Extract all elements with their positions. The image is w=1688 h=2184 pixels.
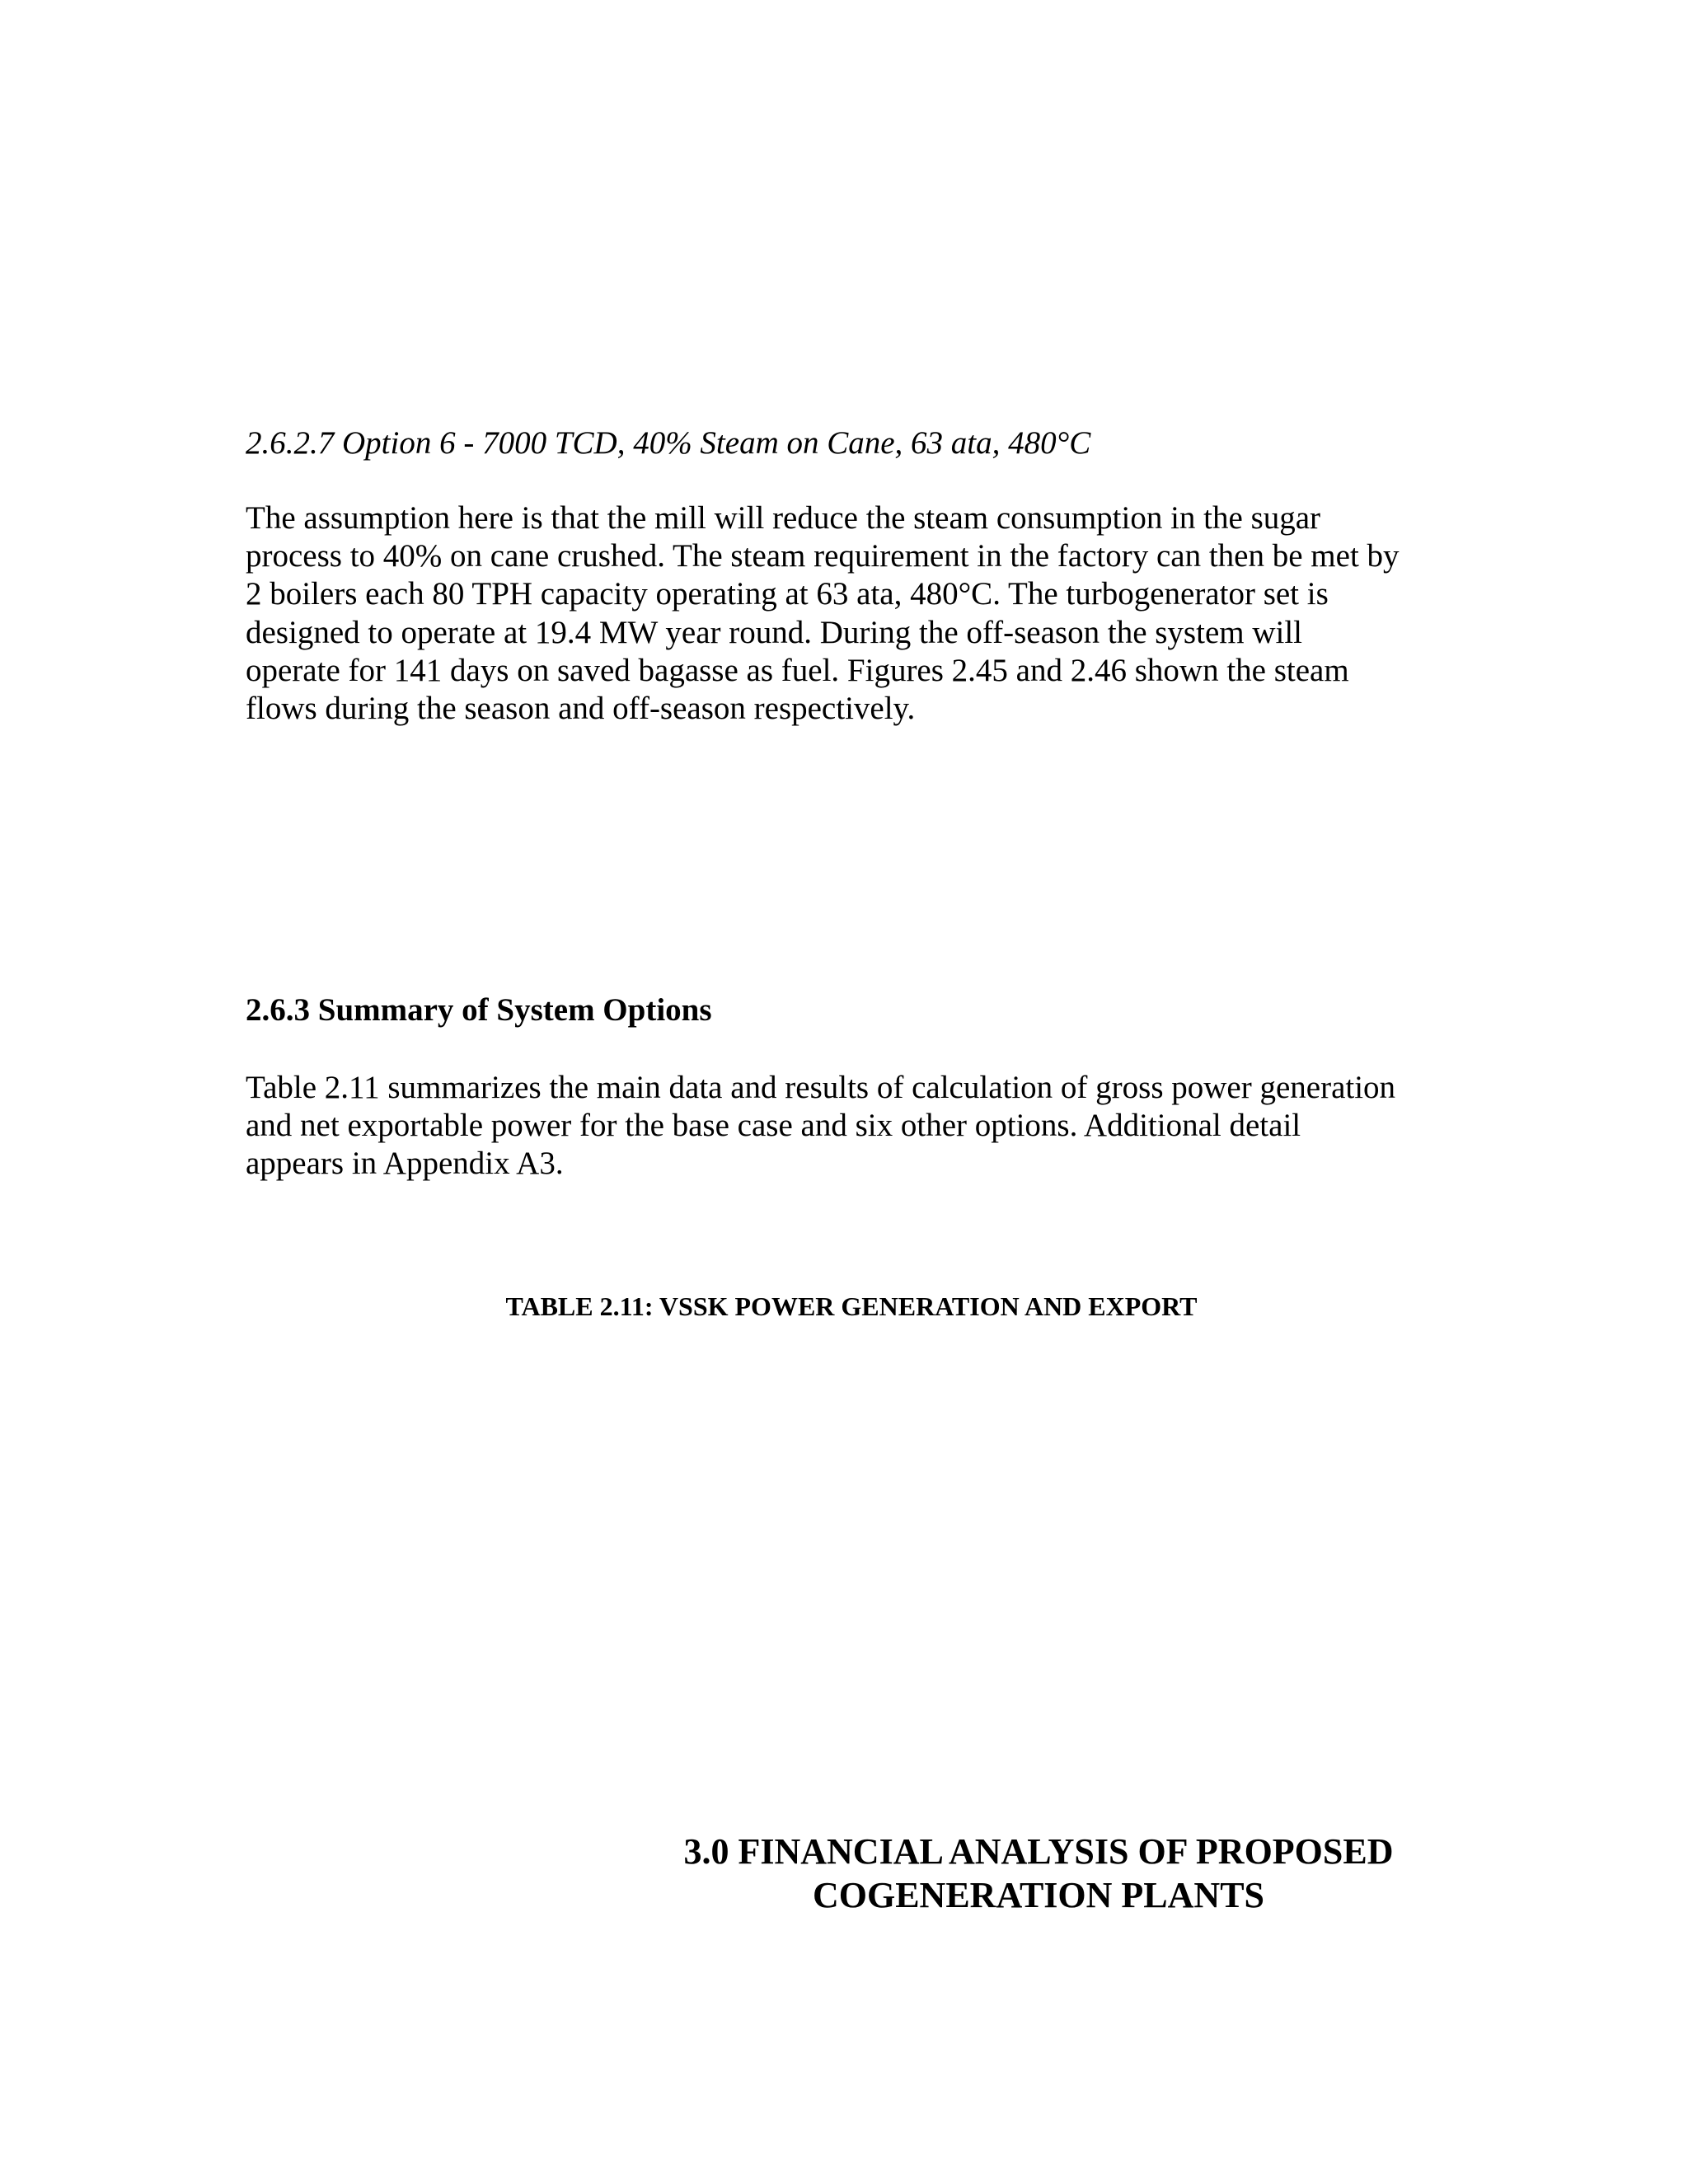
paragraph-line: Table 2.11 summarizes the main data and results of calculation of gross power generation bbox=[246, 1070, 1396, 1105]
paragraph-line: operate for 141 days on saved bagasse as fuel. Figures 2.45 and 2.46 shown the steam bbox=[246, 652, 1349, 688]
paragraph-line: The assumption here is that the mill will reduce the steam consumption in the sugar bbox=[246, 500, 1321, 536]
paragraph-line: designed to operate at 19.4 MW year round. During the off-season the system will bbox=[246, 614, 1303, 650]
paragraph-summary bbox=[246, 1069, 1395, 1183]
chapter-heading-line: COGENERATION PLANTS bbox=[812, 1875, 1265, 1915]
section-heading-summary: 2.6.3 Summary of System Options bbox=[246, 992, 712, 1028]
paragraph-option-6 bbox=[246, 499, 1400, 728]
paragraph-line: appears in Appendix A3. bbox=[246, 1146, 564, 1182]
chapter-heading bbox=[626, 1830, 1451, 1917]
chapter-heading-line: 3.0 FINANCIAL ANALYSIS OF PROPOSED bbox=[683, 1831, 1394, 1872]
paragraph-line: 2 boilers each 80 TPH capacity operating at 63 ata, 480°C. The turbogenerator set is bbox=[246, 576, 1329, 612]
paragraph-line: flows during the season and off-season respectively. bbox=[246, 691, 916, 727]
subsection-heading-option-6: 2.6.2.7 Option 6 - 7000 TCD, 40% Steam on Cane, 63 ata, 480°C bbox=[246, 425, 1091, 461]
paragraph-line: process to 40% on cane crushed. The steam requirement in the factory can then be met by bbox=[246, 538, 1400, 574]
table-caption: TABLE 2.11: VSSK POWER GENERATION AND EXPORT bbox=[505, 1291, 1198, 1321]
paragraph-line: and net exportable power for the base case and six other options. Additional detail bbox=[246, 1108, 1301, 1144]
